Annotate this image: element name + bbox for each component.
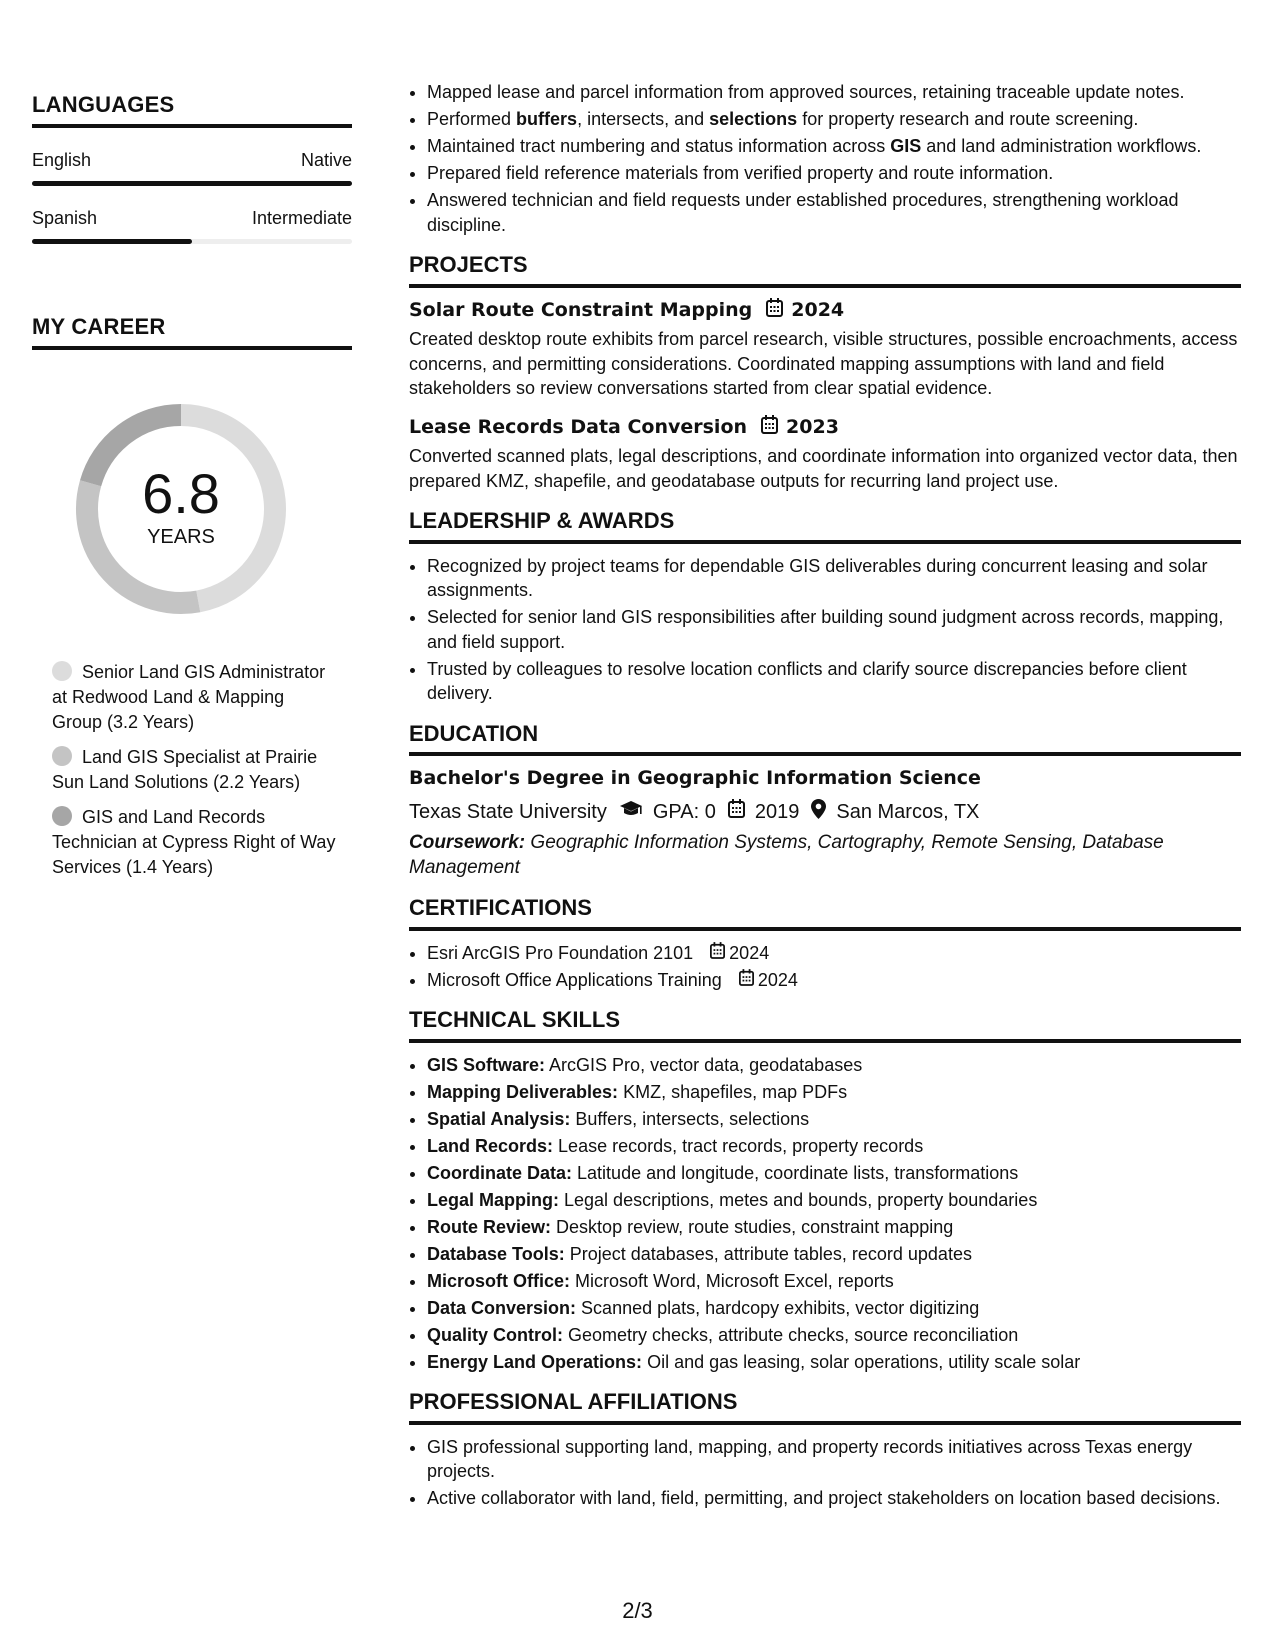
skill-item [427, 1350, 1241, 1375]
skills-list [409, 1053, 1241, 1375]
language-proficiency-fill [32, 239, 192, 244]
language-name: English [32, 150, 92, 170]
affiliations-list [409, 1435, 1241, 1511]
coursework-text: Geographic Information Systems, Cartography, Remote Sensing, Database Management [409, 832, 1164, 878]
skill-item [427, 1134, 1241, 1159]
experience-bullet [427, 134, 1241, 159]
skill-value: KMZ, shapefiles, map PDFs [623, 1081, 848, 1102]
affiliations-heading: PROFESSIONAL AFFILIATIONS [409, 1390, 1241, 1425]
project-year: 2024 [791, 299, 845, 321]
language-proficiency-bar [32, 181, 352, 186]
experience-bullet-list [409, 80, 1241, 237]
leadership-heading: LEADERSHIP & AWARDS [409, 509, 1241, 544]
experience-bullet [427, 161, 1241, 186]
skill-item [427, 1215, 1241, 1240]
skill-value: Buffers, intersects, selections [575, 1108, 810, 1129]
skill-label: Route Review: [427, 1216, 552, 1237]
coursework-label: Coursework: [409, 832, 526, 853]
sidebar [32, 92, 352, 890]
page-number: 2/3 [622, 1598, 653, 1623]
skill-label: Spatial Analysis: [427, 1108, 571, 1129]
certification-item [427, 968, 1241, 993]
skills-heading: TECHNICAL SKILLS [409, 1008, 1241, 1043]
certification-item [427, 941, 1241, 966]
bullet-text: Performed [427, 109, 517, 129]
career-legend-item [52, 805, 337, 880]
certification-name: Microsoft Office Applications Training [427, 969, 722, 990]
certification-year: 2024 [757, 969, 798, 990]
calendar-icon [728, 799, 745, 825]
language-proficiency-fill [32, 181, 352, 186]
education-heading: EDUCATION [409, 722, 1241, 757]
language-name: Spanish [32, 208, 98, 228]
language-proficiency-bar [32, 239, 352, 244]
career-legend-item [52, 745, 337, 795]
affiliation-item: • Active collaborator with land, field, permitting, and project stakeholders on location based decisions. [427, 1486, 1241, 1511]
experience-bullet [427, 80, 1241, 105]
certifications-heading: CERTIFICATIONS [409, 896, 1241, 931]
career-heading: MY CAREER [32, 314, 352, 350]
project-item [409, 415, 1241, 494]
projects-heading: PROJECTS [409, 253, 1241, 288]
main-content [409, 80, 1241, 1513]
skill-value: Geometry checks, attribute checks, source reconciliation [568, 1324, 1019, 1345]
language-item [32, 208, 352, 244]
legend-dot-icon [52, 746, 72, 766]
skill-label: Data Conversion: [427, 1297, 577, 1318]
experience-bullet [427, 107, 1241, 132]
legend-dot-icon [52, 661, 72, 681]
skill-value: Latitude and longitude, coordinate lists, transformations [577, 1162, 1019, 1183]
career-total-unit: YEARS [147, 526, 215, 548]
career-legend-text: Land GIS Specialist at Prairie Sun Land Solutions (2.2 Years) [52, 747, 318, 792]
project-title: Lease Records Data Conversion [409, 416, 748, 438]
calendar-icon [739, 968, 758, 993]
skill-label: Quality Control: [427, 1324, 563, 1345]
career-legend [52, 660, 337, 880]
certification-name: Esri ArcGIS Pro Foundation 2101 [427, 942, 694, 963]
skill-value: Lease records, tract records, property records [558, 1135, 924, 1156]
language-item [32, 150, 352, 186]
skill-label: GIS Software: [427, 1054, 546, 1075]
career-legend-text: GIS and Land Records Technician at Cypress Right of Way Services (1.4 Years) [52, 807, 336, 877]
skill-label: Land Records: [427, 1135, 554, 1156]
language-level: Intermediate [251, 208, 352, 228]
leadership-item: • Recognized by project teams for dependable GIS deliverables during concurrent leasing and solar assignments. [427, 554, 1241, 603]
education-year: 2019 [754, 800, 800, 823]
skill-label: Database Tools: [427, 1243, 565, 1264]
bullet-emphasis: buffers [516, 109, 578, 129]
bullet-text: for property research and route screening. [797, 109, 1139, 129]
project-title: Solar Route Constraint Mapping [409, 299, 753, 321]
bullet-text: , intersects, and [577, 109, 710, 129]
graduation-cap-icon [619, 800, 643, 825]
skill-value: Scanned plats, hardcopy exhibits, vector digitizing [581, 1297, 980, 1318]
career-legend-text: Senior Land GIS Administrator at Redwood Land & Mapping Group (3.2 Years) [52, 662, 326, 732]
skill-item [427, 1188, 1241, 1213]
language-level: Native [300, 150, 352, 170]
calendar-icon [710, 941, 729, 966]
bullet-text: Maintained tract numbering and status information across [427, 136, 891, 156]
skill-label: Legal Mapping: [427, 1189, 559, 1210]
skill-value: Oil and gas leasing, solar operations, utility scale solar [647, 1351, 1081, 1372]
certification-year: 2024 [729, 942, 770, 963]
skill-item [427, 1269, 1241, 1294]
career-legend-item [52, 660, 337, 735]
skill-item [427, 1161, 1241, 1186]
skill-value: Legal descriptions, metes and bounds, property boundaries [564, 1189, 1038, 1210]
leadership-item: • Selected for senior land GIS responsibilities after building sound judgment across records, mapping, and field support. [427, 605, 1241, 654]
skill-value: Desktop review, route studies, constraint mapping [556, 1216, 954, 1237]
education-meta [409, 799, 1241, 826]
skill-item [427, 1080, 1241, 1105]
skill-item [427, 1107, 1241, 1132]
bullet-text: Prepared field reference materials from verified property and route information. [427, 163, 1054, 183]
career-donut-chart [66, 394, 296, 624]
skill-value: ArcGIS Pro, vector data, geodatabases [549, 1054, 863, 1075]
calendar-icon [766, 298, 783, 324]
bullet-emphasis: GIS [890, 136, 922, 156]
skill-item [427, 1242, 1241, 1267]
education-location: San Marcos, TX [836, 800, 980, 823]
project-description: Converted scanned plats, legal descriptions, and coordinate information into organized vector data, then prepared KMZ, shapefile, and geodatabase outputs for recurring land project use. [409, 446, 1238, 491]
education-school: Texas State University [409, 800, 607, 823]
career-total-value: 6.8 [142, 462, 220, 525]
bullet-text: Mapped lease and parcel information from approved sources, retaining traceable update notes. [427, 82, 1185, 102]
education-gpa: GPA: 0 [652, 800, 716, 823]
bullet-text: and land administration workflows. [921, 136, 1202, 156]
skill-item [427, 1323, 1241, 1348]
skill-item [427, 1296, 1241, 1321]
education-coursework [409, 831, 1241, 880]
project-description: Created desktop route exhibits from parcel research, visible structures, possible encroachments, access concerns, and permitting considerations. Coordinated mapping assumptions with land and field stakeholders so review conversations started from clear spatial evidence. [409, 329, 1238, 398]
skill-label: Coordinate Data: [427, 1162, 573, 1183]
experience-bullet [427, 188, 1241, 237]
affiliation-item: • GIS professional supporting land, mapping, and property records initiatives across Texas energy projects. [427, 1435, 1241, 1484]
bullet-emphasis: selections [709, 109, 798, 129]
certifications-list [409, 941, 1241, 993]
bullet-text: Answered technician and field requests under established procedures, strengthening workload discipline. [427, 190, 1179, 235]
education-degree: Bachelor's Degree in Geographic Information Science [409, 767, 981, 789]
location-pin-icon [811, 799, 826, 826]
calendar-icon [761, 415, 778, 441]
skill-item [427, 1053, 1241, 1078]
languages-heading: LANGUAGES [32, 92, 352, 128]
leadership-list [409, 554, 1241, 706]
legend-dot-icon [52, 806, 72, 826]
leadership-item: • Trusted by colleagues to resolve location conflicts and clarify source discrepancies before client delivery. [427, 657, 1241, 706]
project-year: 2023 [786, 416, 839, 438]
project-item [409, 298, 1241, 401]
skill-label: Energy Land Operations: [427, 1351, 643, 1372]
skill-label: Microsoft Office: [427, 1270, 571, 1291]
skill-value: Microsoft Word, Microsoft Excel, reports [575, 1270, 894, 1291]
skill-value: Project databases, attribute tables, record updates [569, 1243, 972, 1264]
skill-label: Mapping Deliverables: [427, 1081, 619, 1102]
